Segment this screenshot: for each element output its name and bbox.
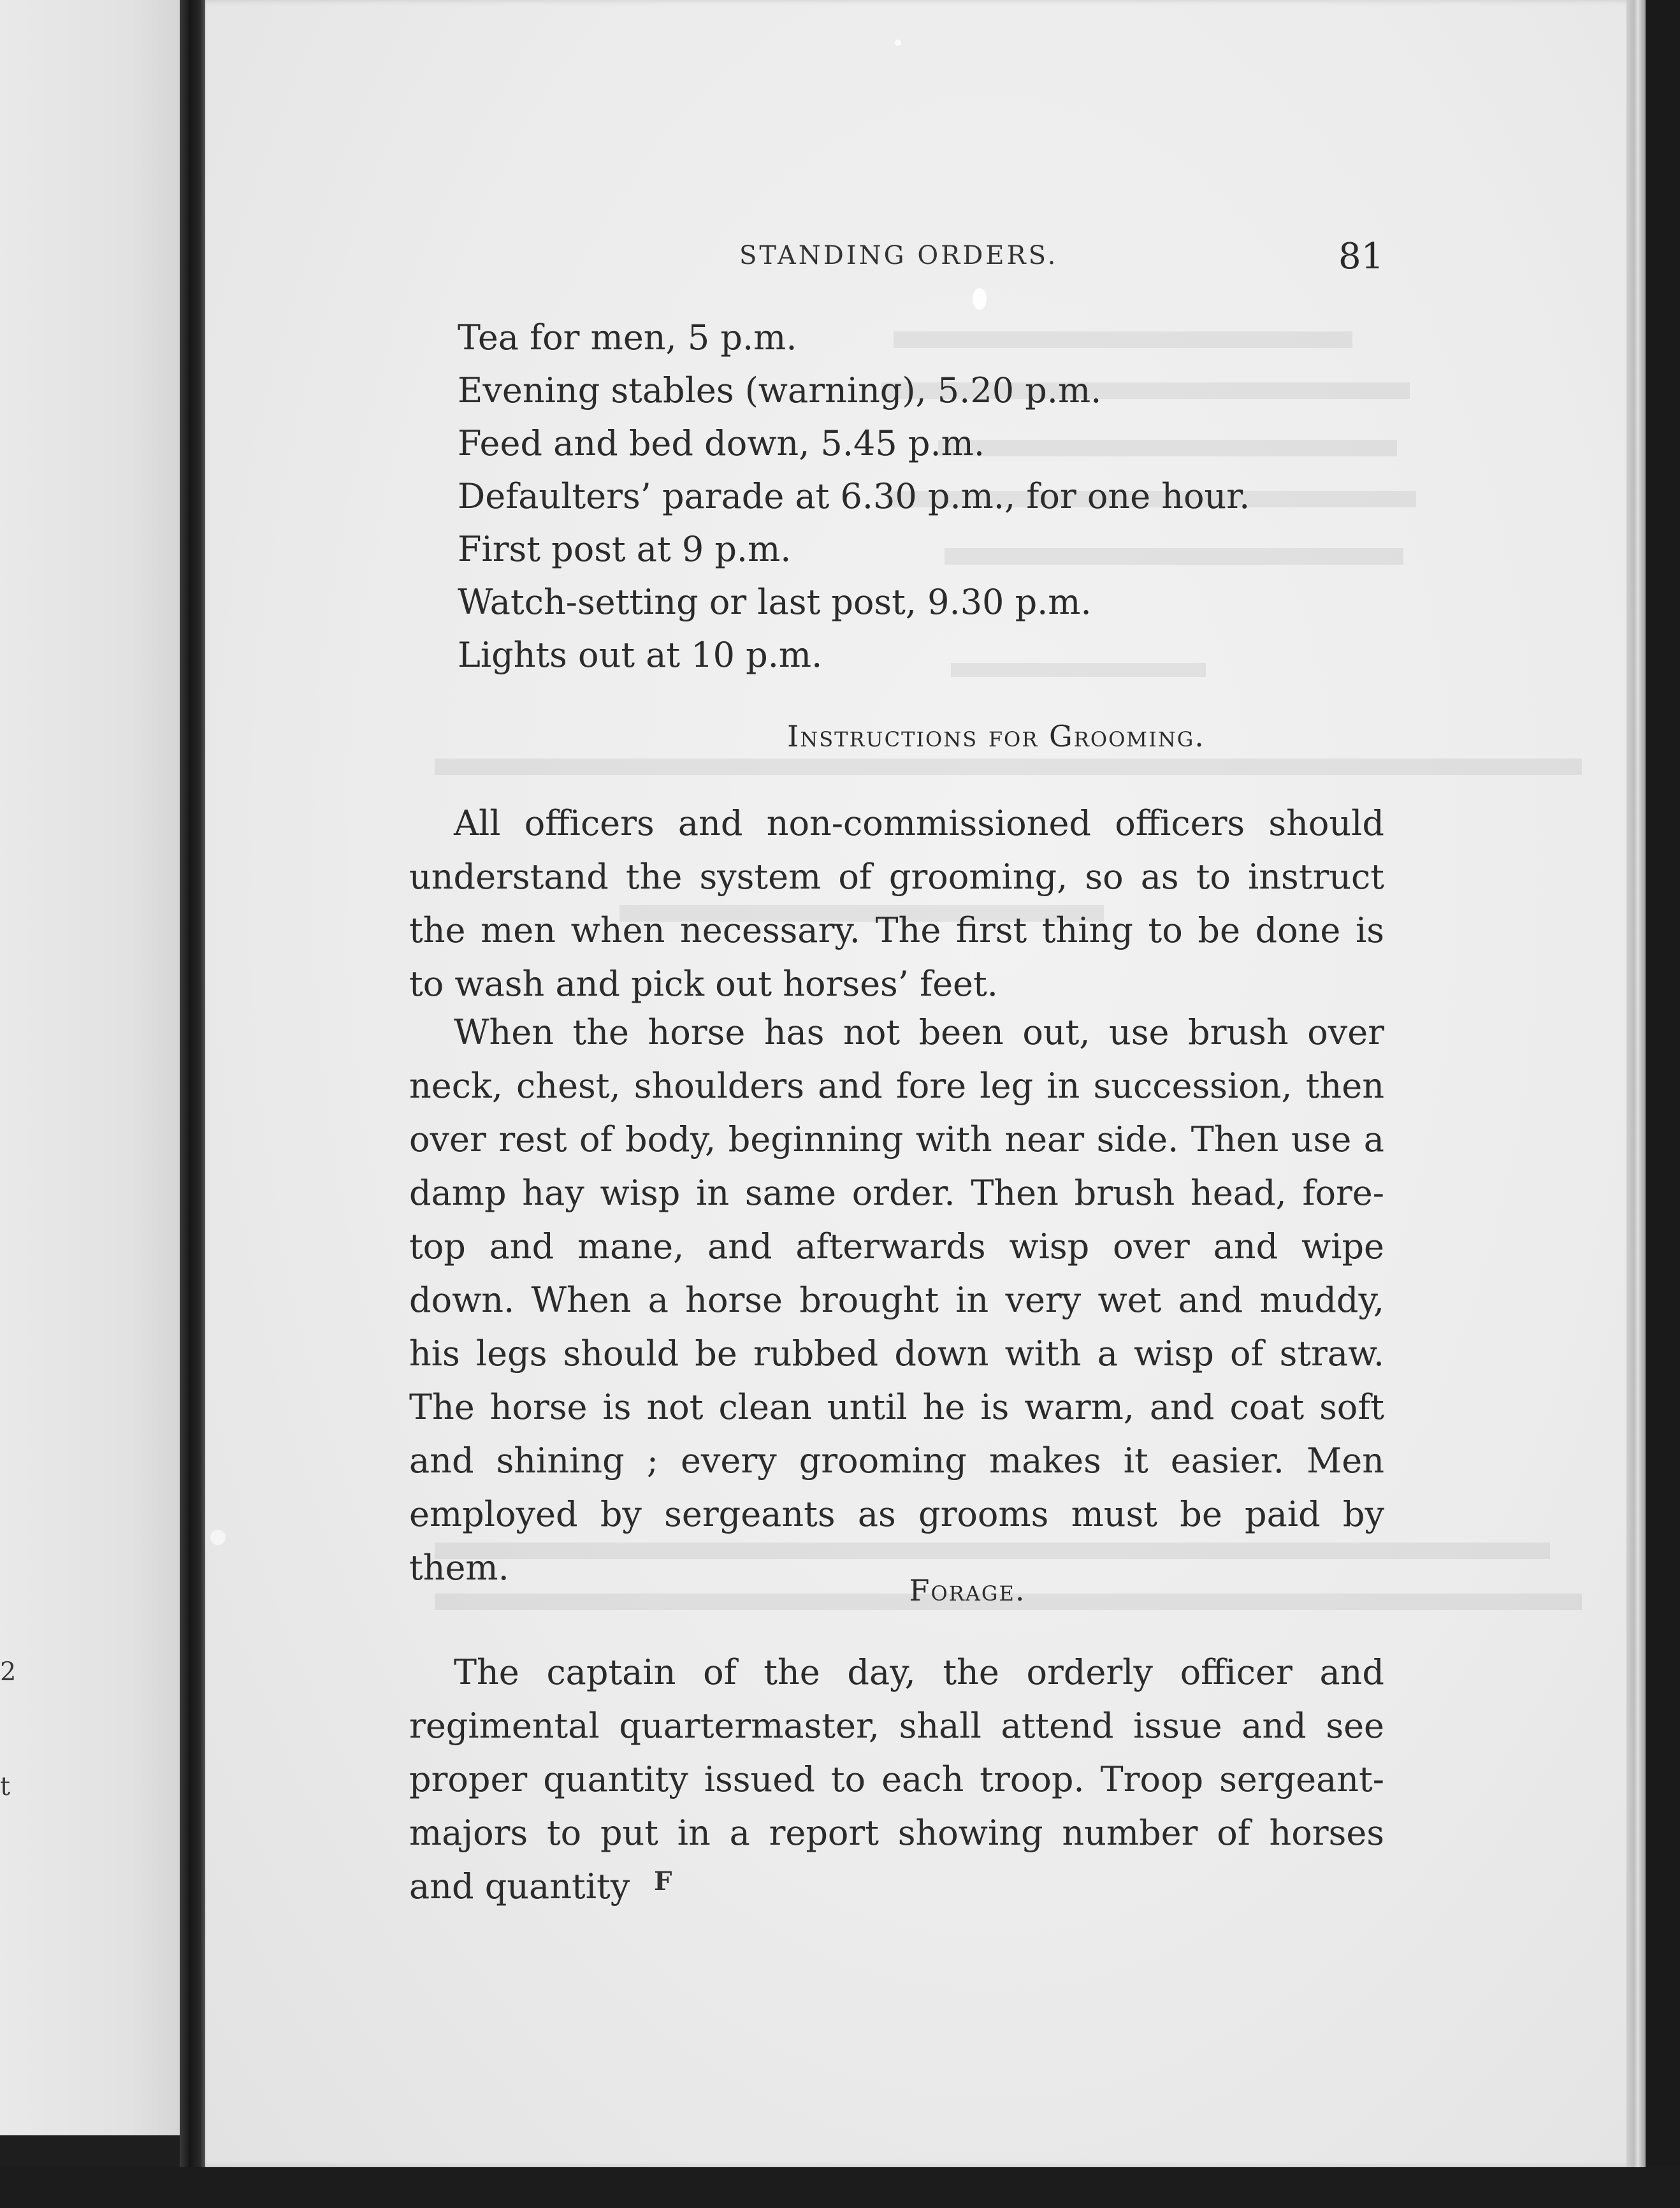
schedule-item: Watch-setting or last post, 9.30 p.m. bbox=[458, 582, 1092, 622]
book-gutter bbox=[180, 0, 205, 2208]
facing-page-fragment-1: 2 bbox=[0, 1657, 17, 1687]
schedule-item: Defaulters’ parade at 6.30 p.m., for one hour. bbox=[458, 476, 1250, 516]
schedule-item: Feed and bed down, 5.45 p.m. bbox=[458, 423, 985, 463]
schedule-item: Lights out at 10 p.m. bbox=[458, 635, 823, 675]
scan-border-right bbox=[1646, 0, 1680, 2208]
forage-section-heading: Forage. bbox=[909, 1573, 1026, 1608]
page-edge bbox=[1626, 0, 1646, 2174]
scan-border-bottom bbox=[0, 2167, 1680, 2208]
running-head: STANDING ORDERS. bbox=[739, 241, 1059, 270]
daily-schedule-list bbox=[458, 311, 1250, 681]
grooming-paragraph-1: All officers and non-commissioned officers should understand the system of grooming, so as to instruct the men when necessary. The first thing to be done is to wash and pick out horses’ feet. bbox=[409, 803, 1384, 1004]
schedule-item: Tea for men, 5 p.m. bbox=[458, 317, 797, 358]
scan-speck bbox=[210, 1530, 226, 1545]
scan-speck bbox=[895, 40, 901, 46]
forage-paragraph-1: The captain of the day, the orderly officer and regimental quartermaster, shall attend issue and see proper quantity issued to each troop. Troop sergeant-majors to put in a report showing number of horses and quantity bbox=[409, 1652, 1384, 1907]
facing-page-fragment-2: t bbox=[0, 1772, 11, 1801]
schedule-item: First post at 9 p.m. bbox=[458, 529, 792, 569]
grooming-section-heading: Instructions for Grooming. bbox=[787, 719, 1205, 753]
schedule-item: Evening stables (warning), 5.20 p.m. bbox=[458, 370, 1102, 410]
printer-signature-mark: F bbox=[654, 1866, 672, 1896]
facing-page-strip bbox=[0, 0, 185, 2135]
page-number: 81 bbox=[1338, 236, 1384, 277]
grooming-paragraph-2: When the horse has not been out, use brush over neck, chest, shoulders and fore leg in succession, then over rest of body, beginning with near side. Then use a damp hay wisp in same order. Then brush head, fore-top and mane, and afterwards wisp over and wipe down. When a horse brought in very wet and muddy, his legs should be rubbed down with a wisp of straw. The horse is not clean until he is warm, and coat soft and shining ; every grooming makes it easier. Men employed by sergeants as grooms must be paid by them. bbox=[409, 1012, 1384, 1588]
scan-speck bbox=[973, 288, 987, 310]
